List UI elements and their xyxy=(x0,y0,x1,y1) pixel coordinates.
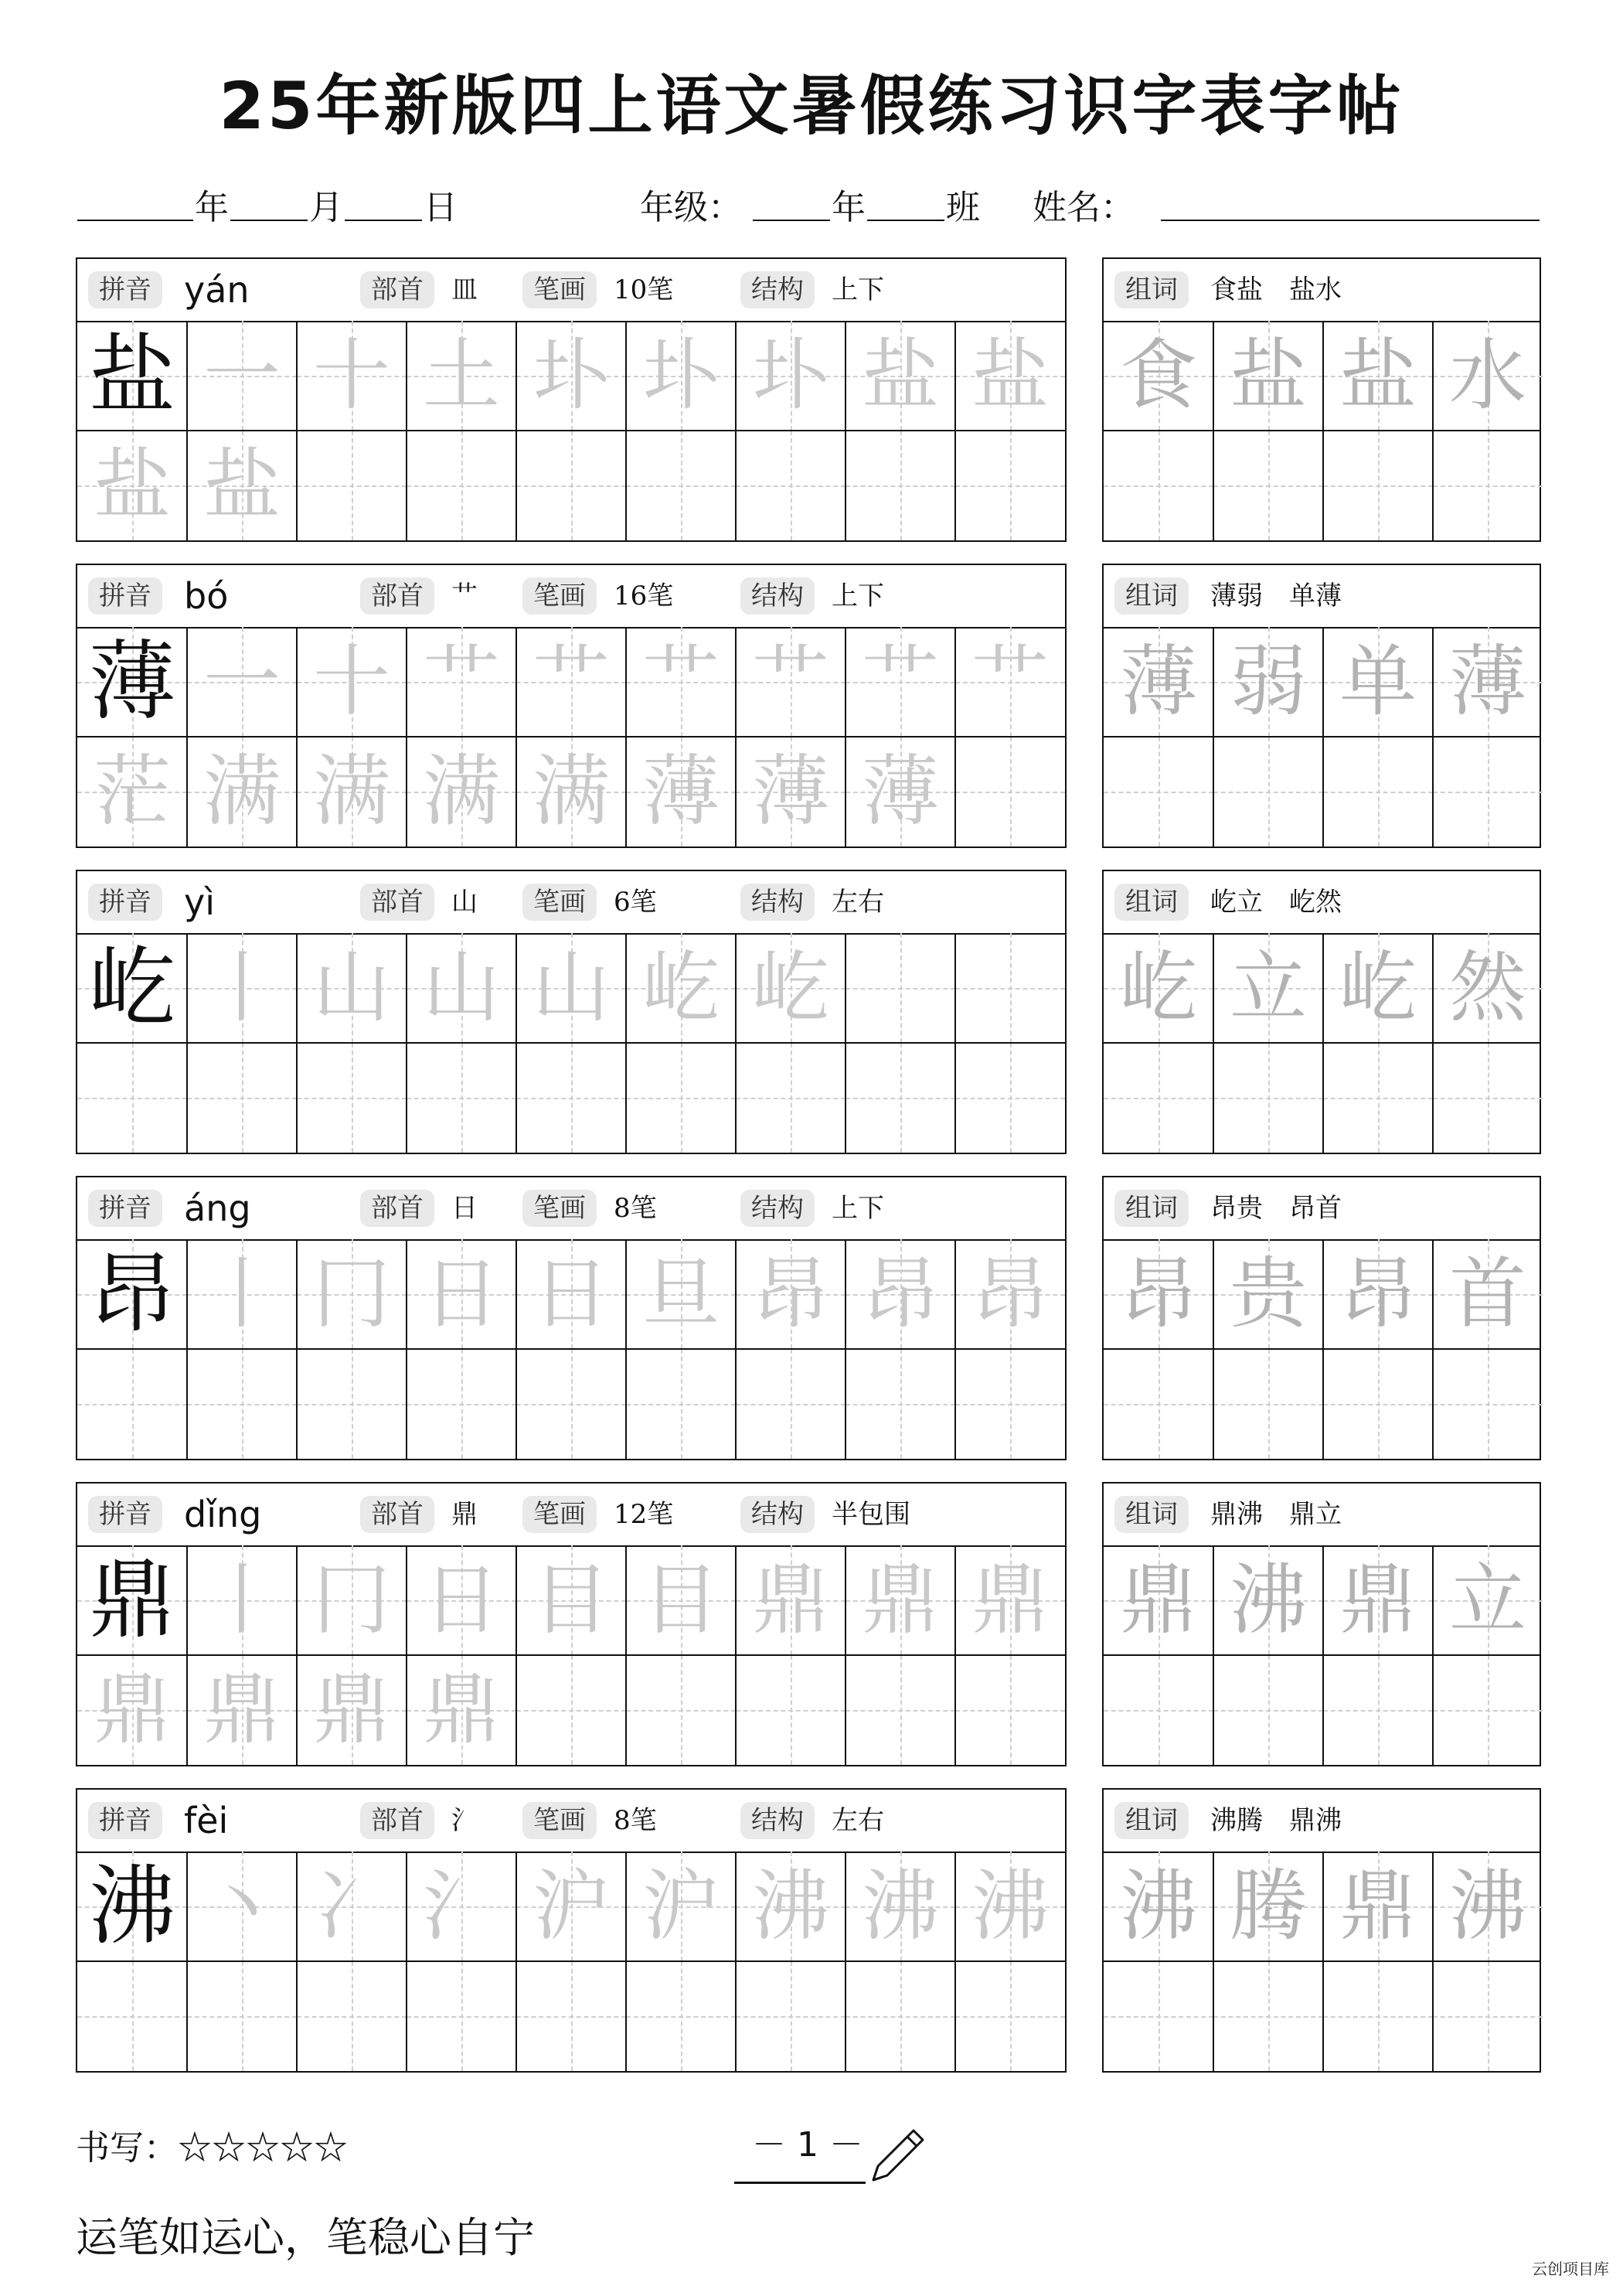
radical-value: 山 xyxy=(451,887,478,918)
writing-cell[interactable] xyxy=(626,431,736,540)
word-trace-char: 薄 xyxy=(1120,636,1197,727)
word-trace-char: 昂 xyxy=(1120,1248,1197,1339)
char-info-row xyxy=(77,259,1065,322)
radical-tag: 部首 xyxy=(360,1802,434,1839)
writing-cell[interactable] xyxy=(516,1961,626,2071)
words-tag: 组词 xyxy=(1114,577,1189,615)
stroke-practice-box xyxy=(76,257,1067,542)
strokes-tag: 笔画 xyxy=(522,577,597,615)
writing-cell[interactable] xyxy=(1213,1655,1323,1765)
stroke-step-char: 艹 xyxy=(862,636,939,727)
writing-cell[interactable] xyxy=(516,1655,626,1765)
motto: 运笔如运心，笔稳心自宁 xyxy=(76,2213,535,2262)
stroke-step-char: 十 xyxy=(313,636,390,727)
character-block xyxy=(0,1176,1623,1462)
main-character: 薄 xyxy=(89,632,175,732)
writing-cell[interactable] xyxy=(1323,431,1433,540)
stroke-step-char: 目 xyxy=(532,1555,610,1645)
word-practice-box xyxy=(1102,1788,1541,2073)
writing-cell[interactable] xyxy=(1104,1961,1213,2071)
stroke-step-char: 土 xyxy=(423,330,500,421)
stroke-step-char: 圤 xyxy=(642,330,720,421)
writing-cell[interactable] xyxy=(626,1961,736,2071)
radical-value: 皿 xyxy=(451,274,478,305)
writing-cell[interactable] xyxy=(955,431,1065,540)
radical-tag: 部首 xyxy=(360,884,434,921)
words-tag: 组词 xyxy=(1114,884,1189,921)
writing-cell[interactable] xyxy=(1213,737,1323,847)
strokes-value: 12笔 xyxy=(614,1499,674,1530)
stroke-practice-box xyxy=(76,564,1067,848)
pinyin-tag: 拼音 xyxy=(88,577,162,615)
radical-tag: 部首 xyxy=(360,1190,434,1227)
writing-cell[interactable] xyxy=(1433,431,1543,540)
grade-label: 年级： xyxy=(640,188,742,227)
corner-watermark: 云创项目库 xyxy=(1532,2260,1609,2278)
word-trace-char: 鼎 xyxy=(1339,1861,1417,1951)
structure-tag: 结构 xyxy=(740,1190,815,1227)
character-block xyxy=(0,870,1623,1156)
stroke-step-char: 一 xyxy=(203,330,281,421)
writing-cell[interactable] xyxy=(77,1349,187,1459)
page-title: 25年新版四上语文暑假练习识字表字帖 xyxy=(219,68,1404,144)
word-practice-box xyxy=(1102,1176,1541,1460)
stroke-step-char: 沪 xyxy=(532,1861,610,1951)
character-block xyxy=(0,1788,1623,2074)
writing-cell[interactable] xyxy=(407,1349,516,1459)
stroke-step-char: 日 xyxy=(532,1248,610,1339)
stroke-step-char: 艹 xyxy=(752,636,829,727)
writing-cell[interactable] xyxy=(846,1655,955,1765)
stroke-step-char: 冂 xyxy=(313,1248,390,1339)
strokes-value: 10笔 xyxy=(614,274,674,305)
writing-cell[interactable] xyxy=(846,1349,955,1459)
character-block xyxy=(0,1482,1623,1768)
stroke-step-char: 盐 xyxy=(971,330,1049,421)
radical-value: 氵 xyxy=(451,1805,478,1836)
writing-cell[interactable] xyxy=(736,1655,846,1765)
main-character: 屹 xyxy=(89,938,175,1038)
writing-cell[interactable] xyxy=(955,1961,1065,2071)
stroke-step-char: 满 xyxy=(203,746,281,836)
word-trace-char: 屹 xyxy=(1339,942,1417,1033)
stroke-step-char: 沸 xyxy=(862,1861,939,1951)
pinyin-value: yì xyxy=(184,881,216,923)
word-trace-char: 屹 xyxy=(1120,942,1197,1033)
stroke-step-char: 沸 xyxy=(752,1861,829,1951)
strokes-value: 8笔 xyxy=(614,1805,657,1836)
stroke-step-char: 一 xyxy=(203,636,281,727)
word-trace-char: 盐 xyxy=(1230,330,1307,421)
stroke-step-char: 满 xyxy=(423,746,500,836)
char-info-row xyxy=(77,1790,1065,1853)
radical-value: 日 xyxy=(451,1193,478,1224)
writing-cell[interactable] xyxy=(77,1961,187,2071)
stroke-step-char: 鼎 xyxy=(862,1555,939,1645)
word-trace-char: 鼎 xyxy=(1339,1555,1417,1645)
stroke-step-char: 鼎 xyxy=(203,1664,281,1755)
stroke-practice-box xyxy=(76,870,1067,1154)
strokes-value: 8笔 xyxy=(614,1193,657,1224)
writing-cell[interactable] xyxy=(626,1349,736,1459)
stroke-step-char: 昂 xyxy=(971,1248,1049,1339)
words-tag: 组词 xyxy=(1114,1802,1189,1839)
name-label: 姓名： xyxy=(1033,188,1135,227)
word-trace-char: 贵 xyxy=(1230,1248,1307,1339)
writing-cell[interactable] xyxy=(955,933,1065,1043)
main-character: 昂 xyxy=(89,1244,175,1344)
main-character: 盐 xyxy=(89,325,175,426)
structure-tag: 结构 xyxy=(740,271,815,308)
radical-value: 艹 xyxy=(451,581,478,611)
writing-cell[interactable] xyxy=(1323,1961,1433,2071)
writing-rating: 书写：☆☆☆☆☆ xyxy=(76,2128,348,2168)
structure-tag: 结构 xyxy=(740,1496,815,1533)
word-trace-char: 首 xyxy=(1449,1248,1526,1339)
words-tag: 组词 xyxy=(1114,1496,1189,1533)
words-row xyxy=(1104,1484,1540,1547)
stroke-step-char: 盐 xyxy=(94,440,171,530)
words-value: 食盐 盐水 xyxy=(1210,274,1342,305)
pinyin-value: fèi xyxy=(184,1800,229,1841)
pen-icon xyxy=(867,2124,929,2186)
stroke-step-char: 圤 xyxy=(752,330,829,421)
stroke-step-char: 鼎 xyxy=(313,1664,390,1755)
word-practice-box xyxy=(1102,257,1541,542)
stroke-step-char: 屹 xyxy=(642,942,720,1033)
words-value: 昂贵 昂首 xyxy=(1210,1193,1342,1224)
writing-cell[interactable] xyxy=(1433,1043,1543,1153)
stroke-step-char: 山 xyxy=(423,942,500,1033)
stroke-step-char: 薄 xyxy=(752,746,829,836)
class-blank[interactable] xyxy=(867,220,944,221)
writing-cell[interactable] xyxy=(1104,737,1213,847)
character-block xyxy=(0,564,1623,850)
stroke-step-char: 昂 xyxy=(862,1248,939,1339)
writing-cell[interactable] xyxy=(955,737,1065,847)
word-trace-char: 弱 xyxy=(1230,636,1307,727)
month-blank[interactable] xyxy=(230,220,308,221)
stroke-step-char: 山 xyxy=(532,942,610,1033)
structure-value: 上下 xyxy=(832,1193,884,1224)
words-row xyxy=(1104,259,1540,322)
writing-cell[interactable] xyxy=(955,1655,1065,1765)
words-value: 鼎沸 鼎立 xyxy=(1210,1499,1342,1530)
class-label: 班 xyxy=(946,188,980,227)
strokes-tag: 笔画 xyxy=(522,271,597,308)
writing-cell[interactable] xyxy=(736,1043,846,1153)
year-label: 年 xyxy=(195,188,229,227)
strokes-value: 16笔 xyxy=(614,581,674,611)
stroke-step-char: 鼎 xyxy=(752,1555,829,1645)
name-blank[interactable] xyxy=(1161,220,1540,221)
word-trace-char: 盐 xyxy=(1339,330,1417,421)
structure-tag: 结构 xyxy=(740,884,815,921)
writing-cell[interactable] xyxy=(846,1043,955,1153)
writing-cell[interactable] xyxy=(1213,1961,1323,2071)
stroke-step-char: 屹 xyxy=(752,942,829,1033)
writing-cell[interactable] xyxy=(626,1043,736,1153)
writing-cell[interactable] xyxy=(1213,431,1323,540)
writing-cell[interactable] xyxy=(77,1043,187,1153)
stroke-step-char: 冂 xyxy=(313,1555,390,1645)
words-row xyxy=(1104,1177,1540,1241)
word-practice-box xyxy=(1102,564,1541,848)
word-practice-box xyxy=(1102,870,1541,1154)
stroke-step-char: 旦 xyxy=(642,1248,720,1339)
character-block xyxy=(0,257,1623,543)
char-info-row xyxy=(77,1177,1065,1241)
month-label: 月 xyxy=(309,188,343,227)
stroke-step-char: 沸 xyxy=(971,1861,1049,1951)
writing-cell[interactable] xyxy=(407,431,516,540)
writing-cell[interactable] xyxy=(1433,1349,1543,1459)
stroke-step-char: 丨 xyxy=(203,942,281,1033)
writing-cell[interactable] xyxy=(297,1349,407,1459)
word-trace-char: 然 xyxy=(1449,942,1526,1033)
stroke-step-char: 满 xyxy=(532,746,610,836)
word-trace-char: 腾 xyxy=(1230,1861,1307,1951)
stroke-step-char: 目 xyxy=(642,1555,720,1645)
writing-cell[interactable] xyxy=(736,1349,846,1459)
stroke-step-char: 薄 xyxy=(642,746,720,836)
writing-cell[interactable] xyxy=(1323,1655,1433,1765)
pinyin-value: áng xyxy=(184,1187,251,1229)
radical-tag: 部首 xyxy=(360,1496,434,1533)
main-character: 鼎 xyxy=(89,1550,175,1650)
writing-cell[interactable] xyxy=(187,1349,297,1459)
words-row xyxy=(1104,1790,1540,1853)
stroke-step-char: 鼎 xyxy=(423,1664,500,1755)
word-trace-char: 立 xyxy=(1230,942,1307,1033)
writing-cell[interactable] xyxy=(297,1961,407,2071)
year-blank[interactable] xyxy=(77,220,193,221)
writing-cell[interactable] xyxy=(1104,1655,1213,1765)
main-character: 沸 xyxy=(89,1856,175,1957)
writing-cell[interactable] xyxy=(1323,1349,1433,1459)
writing-cell[interactable] xyxy=(1323,737,1433,847)
structure-tag: 结构 xyxy=(740,577,815,615)
stroke-practice-box xyxy=(76,1176,1067,1460)
char-info-row xyxy=(77,1484,1065,1547)
writing-cell[interactable] xyxy=(955,1349,1065,1459)
words-value: 薄弱 单薄 xyxy=(1210,581,1342,611)
stroke-step-char: 艹 xyxy=(971,636,1049,727)
structure-value: 上下 xyxy=(832,274,884,305)
day-label: 日 xyxy=(424,188,458,227)
stroke-step-char: 茫 xyxy=(94,746,171,836)
pinyin-tag: 拼音 xyxy=(88,1802,162,1839)
strokes-tag: 笔画 xyxy=(522,884,597,921)
radical-tag: 部首 xyxy=(360,271,434,308)
word-trace-char: 水 xyxy=(1449,330,1526,421)
stroke-step-char: 氵 xyxy=(423,1861,500,1951)
writing-cell[interactable] xyxy=(187,1043,297,1153)
stroke-step-char: 薄 xyxy=(862,746,939,836)
stroke-step-char: 沪 xyxy=(642,1861,720,1951)
writing-cell[interactable] xyxy=(297,1043,407,1153)
word-trace-char: 昂 xyxy=(1339,1248,1417,1339)
writing-cell[interactable] xyxy=(1433,737,1543,847)
stroke-step-char: 丶 xyxy=(203,1861,281,1951)
stroke-step-char: 丨 xyxy=(203,1248,281,1339)
char-info-row xyxy=(77,565,1065,629)
stroke-step-char: 圤 xyxy=(532,330,610,421)
stroke-step-char: 艹 xyxy=(532,636,610,727)
writing-cell[interactable] xyxy=(846,933,955,1043)
stroke-step-char: 丨 xyxy=(203,1555,281,1645)
writing-cell[interactable] xyxy=(1213,1043,1323,1153)
stroke-step-char: 日 xyxy=(423,1248,500,1339)
grade-year-blank[interactable] xyxy=(753,220,830,221)
stroke-step-char: 昂 xyxy=(752,1248,829,1339)
writing-cell[interactable] xyxy=(1104,431,1213,540)
writing-cell[interactable] xyxy=(736,431,846,540)
stroke-step-char: 鼎 xyxy=(971,1555,1049,1645)
writing-cell[interactable] xyxy=(1213,1349,1323,1459)
word-trace-char: 沸 xyxy=(1230,1555,1307,1645)
writing-cell[interactable] xyxy=(297,431,407,540)
stroke-step-char: 冫 xyxy=(313,1861,390,1951)
pinyin-value: bó xyxy=(184,575,229,617)
words-value: 沸腾 鼎沸 xyxy=(1210,1805,1342,1836)
radical-value: 鼎 xyxy=(451,1499,478,1530)
writing-cell[interactable] xyxy=(516,431,626,540)
page-number-underline xyxy=(734,2182,866,2184)
word-trace-char: 薄 xyxy=(1449,636,1526,727)
word-trace-char: 食 xyxy=(1120,330,1197,421)
stroke-step-char: 盐 xyxy=(862,330,939,421)
writing-cell[interactable] xyxy=(1323,1043,1433,1153)
pinyin-tag: 拼音 xyxy=(88,884,162,921)
words-tag: 组词 xyxy=(1114,271,1189,308)
strokes-tag: 笔画 xyxy=(522,1802,597,1839)
page-number: － 1 － xyxy=(752,2125,863,2165)
pinyin-value: dǐng xyxy=(184,1494,262,1535)
char-info-row xyxy=(77,871,1065,935)
words-value: 屹立 屹然 xyxy=(1210,887,1342,918)
writing-cell[interactable] xyxy=(516,1043,626,1153)
day-blank[interactable] xyxy=(345,220,422,221)
stroke-step-char: 十 xyxy=(313,330,390,421)
pinyin-value: yán xyxy=(184,269,250,311)
writing-cell[interactable] xyxy=(846,431,955,540)
word-trace-char: 鼎 xyxy=(1120,1555,1197,1645)
writing-cell[interactable] xyxy=(736,1961,846,2071)
structure-value: 半包围 xyxy=(832,1499,910,1530)
words-row xyxy=(1104,871,1540,935)
radical-tag: 部首 xyxy=(360,577,434,615)
strokes-value: 6笔 xyxy=(614,887,657,918)
stroke-step-char: 鼎 xyxy=(94,1664,171,1755)
grade-year-label: 年 xyxy=(832,188,866,227)
strokes-tag: 笔画 xyxy=(522,1190,597,1227)
writing-cell[interactable] xyxy=(1433,1655,1543,1765)
structure-value: 上下 xyxy=(832,581,884,611)
word-trace-char: 单 xyxy=(1339,636,1417,727)
pinyin-tag: 拼音 xyxy=(88,1190,162,1227)
stroke-step-char: 艹 xyxy=(642,636,720,727)
words-row xyxy=(1104,565,1540,629)
writing-cell[interactable] xyxy=(1104,1349,1213,1459)
stroke-step-char: 满 xyxy=(313,746,390,836)
stroke-step-char: 山 xyxy=(313,942,390,1033)
pinyin-tag: 拼音 xyxy=(88,1496,162,1533)
strokes-tag: 笔画 xyxy=(522,1496,597,1533)
date-info-line xyxy=(0,179,1623,226)
word-trace-char: 沸 xyxy=(1449,1861,1526,1951)
word-trace-char: 立 xyxy=(1449,1555,1526,1645)
word-practice-box xyxy=(1102,1482,1541,1766)
writing-cell[interactable] xyxy=(1104,1043,1213,1153)
pinyin-tag: 拼音 xyxy=(88,271,162,308)
writing-cell[interactable] xyxy=(407,1043,516,1153)
writing-cell[interactable] xyxy=(626,1655,736,1765)
writing-cell[interactable] xyxy=(1433,1961,1543,2071)
word-trace-char: 沸 xyxy=(1120,1861,1197,1951)
stroke-step-char: 盐 xyxy=(203,440,281,530)
writing-cell[interactable] xyxy=(187,1961,297,2071)
words-tag: 组词 xyxy=(1114,1190,1189,1227)
writing-cell[interactable] xyxy=(846,1961,955,2071)
stroke-practice-box xyxy=(76,1482,1067,1766)
structure-value: 左右 xyxy=(832,1805,884,1836)
structure-value: 左右 xyxy=(832,887,884,918)
writing-cell[interactable] xyxy=(407,1961,516,2071)
writing-cell[interactable] xyxy=(516,1349,626,1459)
structure-tag: 结构 xyxy=(740,1802,815,1839)
writing-cell[interactable] xyxy=(955,1043,1065,1153)
stroke-practice-box xyxy=(76,1788,1067,2073)
stroke-step-char: 艹 xyxy=(423,636,500,727)
stroke-step-char: 日 xyxy=(423,1555,500,1645)
